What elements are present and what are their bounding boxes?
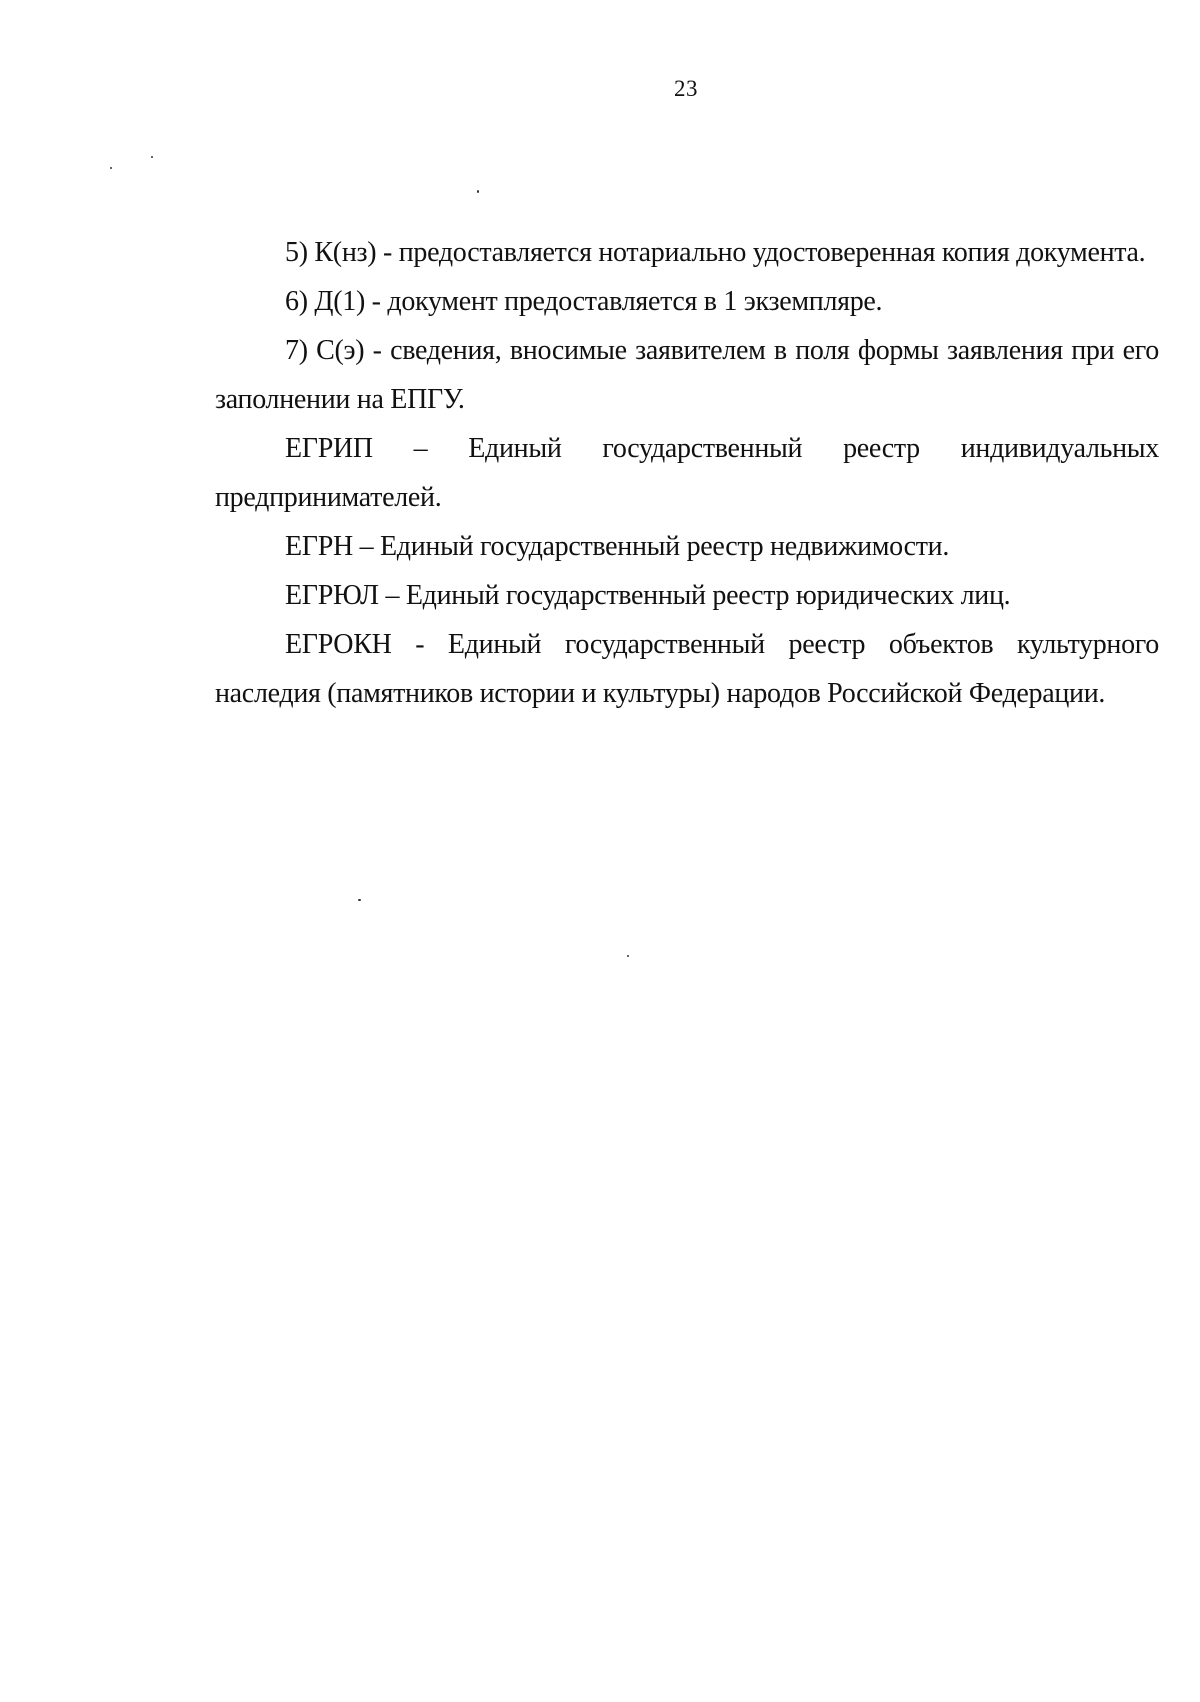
scan-speck	[110, 167, 112, 169]
definition-paragraph-k-nz: 5) К(нз) - предоставляется нотариально удостоверенная копия документа.	[285, 237, 1146, 268]
definition-paragraph-s-e: 7) С(э) - сведения, вносимые заявителем в поля формы заявления при его заполнении на ЕПГУ.	[215, 335, 1159, 415]
page-number: 23	[674, 76, 698, 101]
scan-speck	[151, 156, 153, 158]
scan-speck	[358, 899, 361, 901]
scan-speck	[627, 955, 629, 957]
definition-paragraph-d-1: 6) Д(1) - документ предоставляется в 1 экземпляре.	[285, 286, 883, 317]
definition-paragraph-egrn: ЕГРН – Единый государственный реестр недвижимости.	[285, 531, 950, 562]
definition-paragraph-egrip: ЕГРИП – Единый государственный реестр индивидуальных предпринимателей.	[215, 433, 1159, 513]
document-body	[215, 228, 1159, 718]
definition-paragraph-egrokn: ЕГРОКН - Единый государственный реестр объектов культурного наследия (памятников истории и культуры) народов Российской Федерации.	[215, 629, 1159, 709]
definition-paragraph-egryul: ЕГРЮЛ – Единый государственный реестр юридических лиц.	[285, 580, 1011, 611]
scan-speck	[477, 190, 479, 193]
